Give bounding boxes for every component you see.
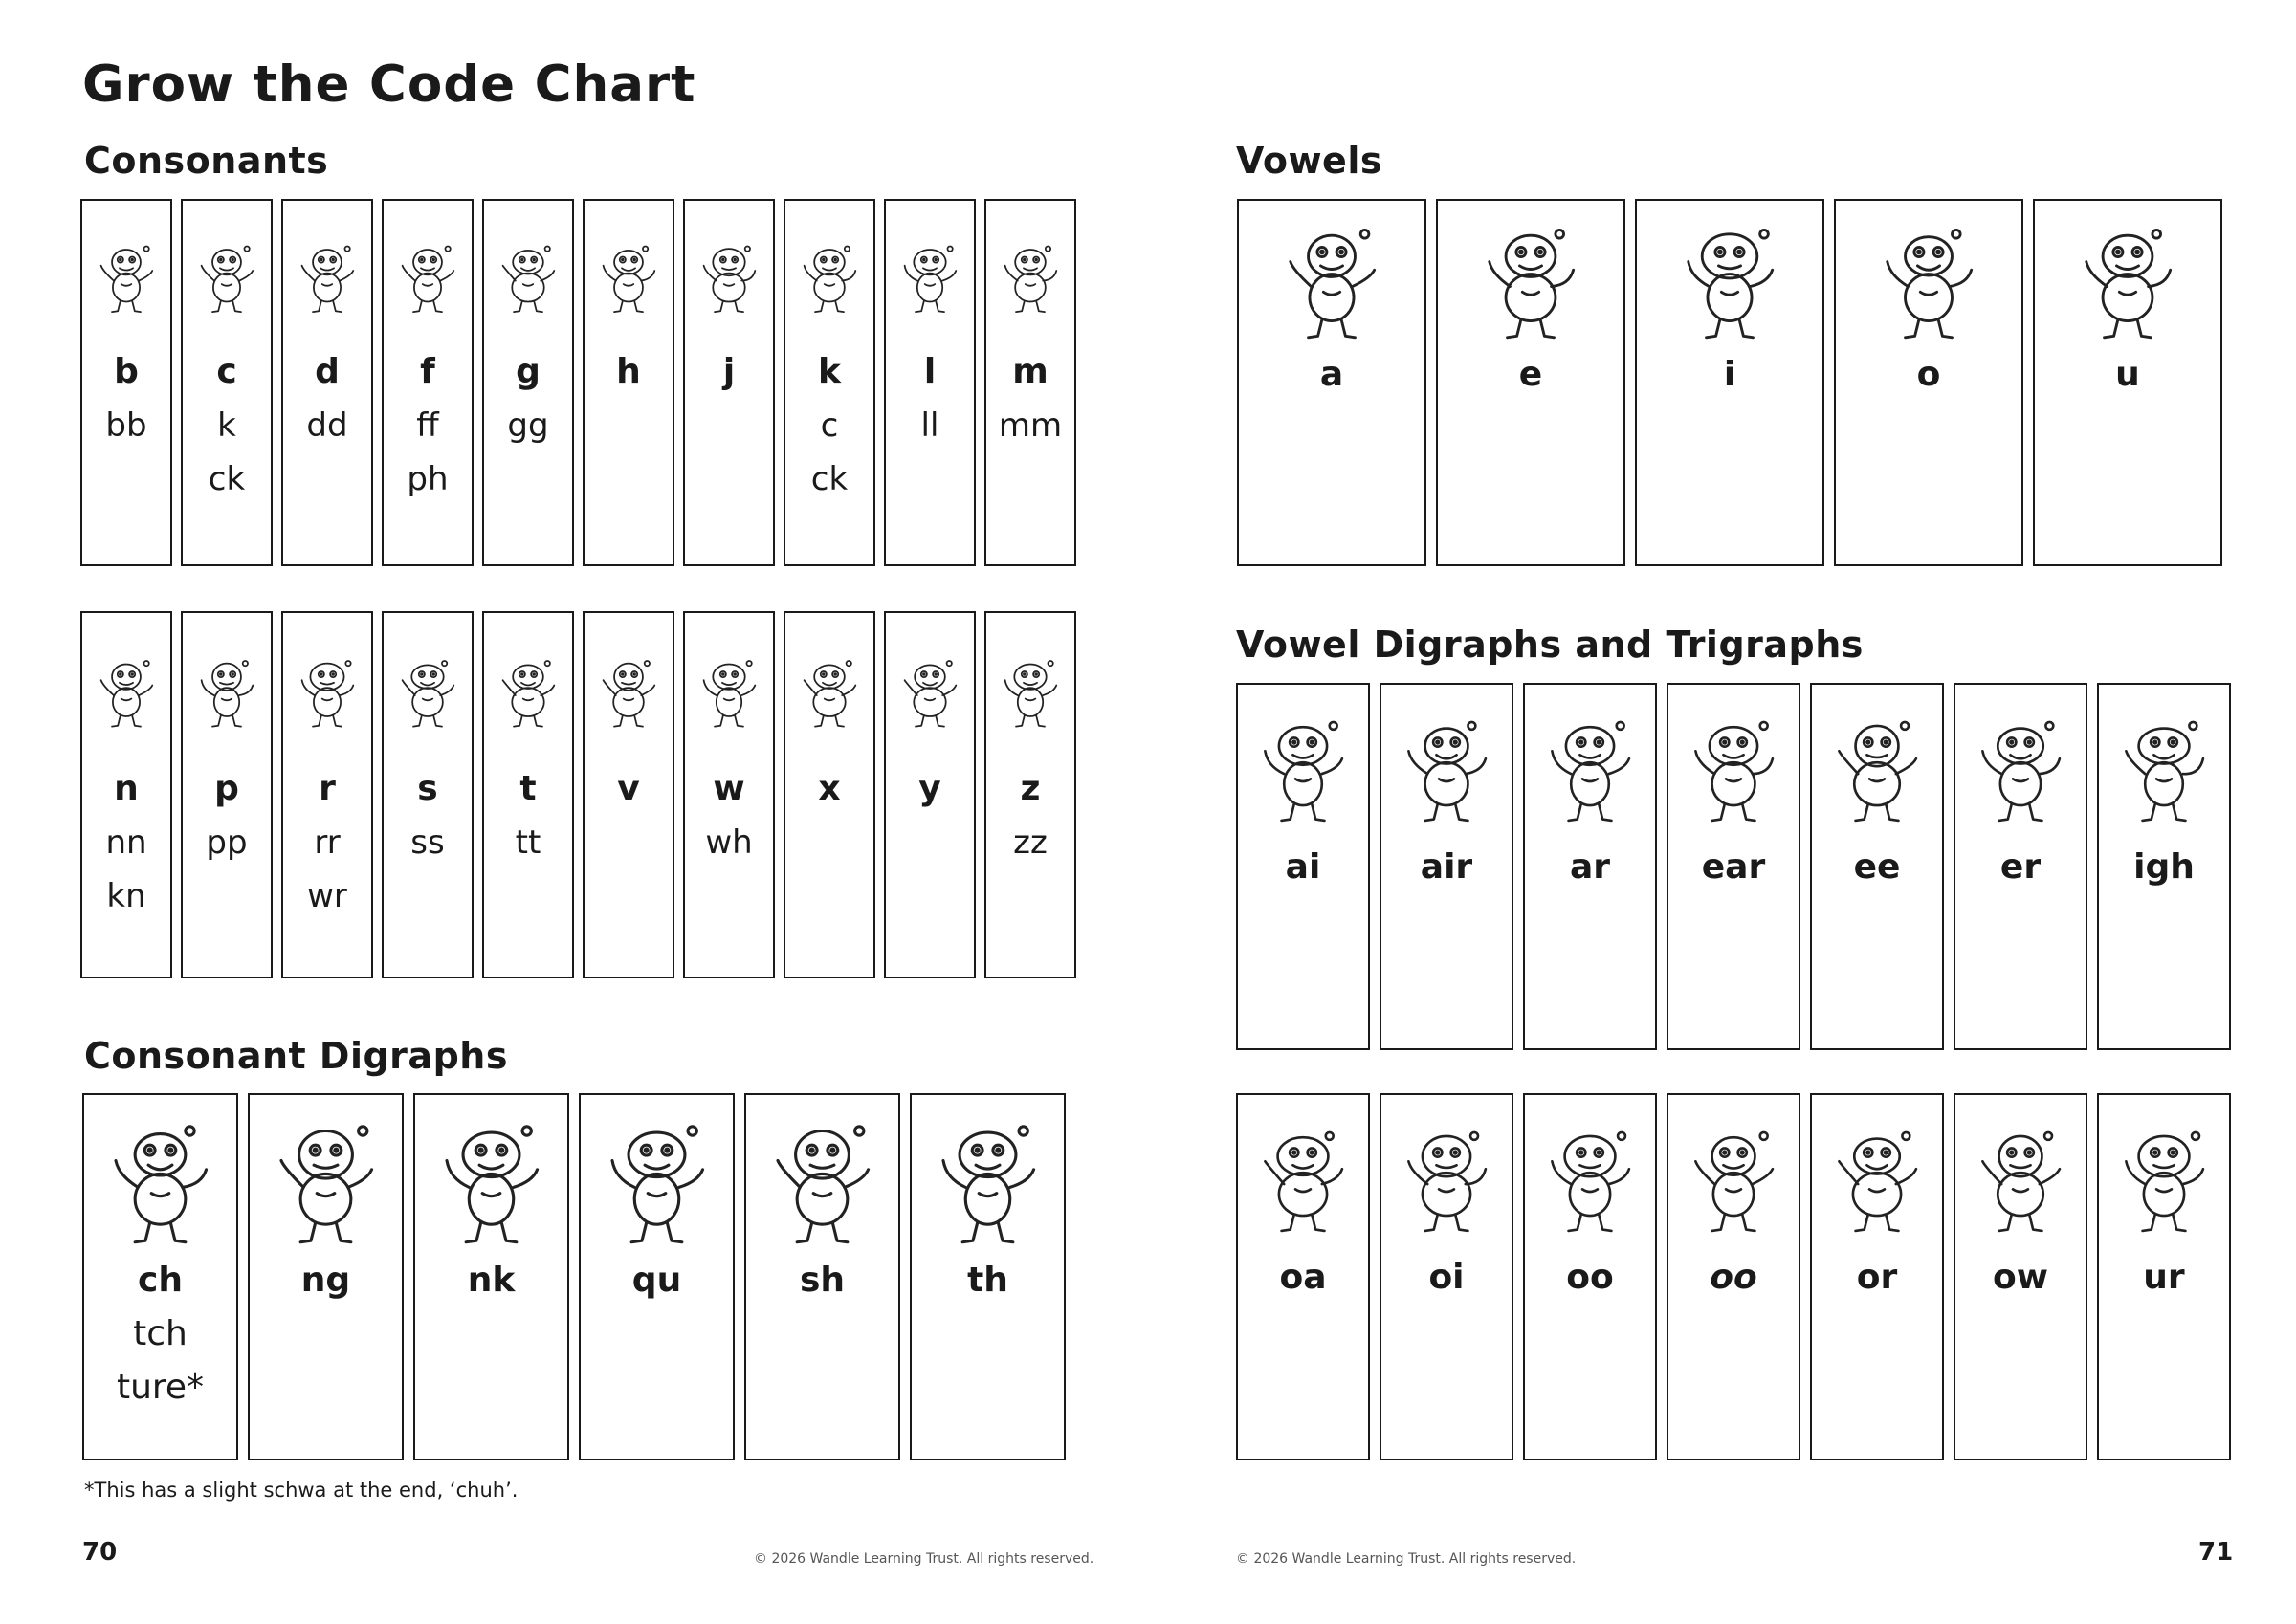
card-illustration xyxy=(2101,691,2227,841)
card-illustration xyxy=(252,1101,400,1254)
consonants-row-2 xyxy=(80,611,1076,978)
grapheme-main: th xyxy=(967,1261,1008,1300)
grapheme-card-k xyxy=(784,199,875,566)
section-heading-vowel-digraphs: Vowel Digraphs and Trigraphs xyxy=(1236,624,1864,666)
robot-oil-icon xyxy=(1383,1101,1510,1247)
grapheme-main: h xyxy=(616,352,641,391)
monkey-icon xyxy=(1527,1101,1653,1247)
grapheme-alternative: tt xyxy=(515,823,541,862)
card-illustration xyxy=(1440,207,1622,348)
orca-icon xyxy=(1814,1101,1940,1247)
character-b-icon xyxy=(84,207,168,341)
grapheme-alternative: pp xyxy=(206,823,248,862)
grapheme-alternative: ph xyxy=(407,460,449,498)
card-illustration xyxy=(386,207,470,345)
spilled-paint-icon xyxy=(386,619,470,758)
card-illustration xyxy=(1240,691,1366,841)
hamster-computer-icon xyxy=(1957,691,2084,837)
cheetah-icon xyxy=(86,1101,234,1250)
copyright-right: © 2026 Wandle Learning Trust. All rights reserved. xyxy=(1236,1551,1577,1567)
card-illustration xyxy=(1639,207,1821,348)
grapheme-card-oi xyxy=(1380,1093,1513,1460)
shark-icon xyxy=(1527,691,1653,837)
magician-icon xyxy=(988,207,1072,341)
grapheme-card-oo xyxy=(1667,1093,1800,1460)
vowels-row xyxy=(1237,199,2222,566)
grapheme-main: oi xyxy=(1428,1258,1465,1297)
consonant-digraphs-row xyxy=(82,1093,1066,1460)
grapheme-alternative: dd xyxy=(306,406,348,445)
card-illustration xyxy=(988,207,1072,345)
card-illustration xyxy=(1838,207,2020,348)
grapheme-main: w xyxy=(713,769,745,808)
card-illustration xyxy=(185,619,269,762)
grapheme-main: er xyxy=(1999,847,2042,887)
card-illustration xyxy=(1241,207,1423,348)
grapheme-main: b xyxy=(114,352,139,391)
grapheme-main: j xyxy=(722,352,736,391)
grapheme-alternative: zz xyxy=(1013,823,1048,862)
grapheme-card-f xyxy=(382,199,474,566)
rabbit-icon xyxy=(285,619,369,758)
card-illustration xyxy=(86,1101,234,1254)
jellyfish-icon xyxy=(687,207,771,341)
grapheme-main: u xyxy=(2115,355,2140,394)
card-illustration xyxy=(417,1101,565,1254)
grapheme-card-r xyxy=(281,611,373,978)
section-heading-consonants: Consonants xyxy=(84,140,329,182)
grapheme-card-y xyxy=(884,611,976,978)
grapheme-alternative: nn xyxy=(105,823,147,862)
llama-icon xyxy=(888,207,972,341)
grapheme-main: oo xyxy=(1566,1258,1614,1297)
card-illustration xyxy=(1957,691,2084,841)
grapheme-alternative: ck xyxy=(810,460,849,498)
character-f-icon xyxy=(386,207,470,341)
card-illustration xyxy=(1527,691,1653,841)
grapheme-main: s xyxy=(417,769,438,808)
grapheme-alternative: rr xyxy=(314,823,341,862)
grapheme-card-b xyxy=(80,199,172,566)
grapheme-card-nk xyxy=(413,1093,569,1460)
grapheme-card-oa xyxy=(1236,1093,1370,1460)
grapheme-main: a xyxy=(1319,355,1344,394)
grapheme-alternative: kn xyxy=(106,877,146,915)
grapheme-card-ng xyxy=(248,1093,404,1460)
hamster-icon xyxy=(586,207,671,341)
card-illustration xyxy=(1957,1101,2084,1251)
card-illustration xyxy=(687,619,771,762)
grapheme-card-ch xyxy=(82,1093,238,1460)
elephant-icon xyxy=(1440,207,1622,344)
kangaroo-icon xyxy=(787,207,872,341)
footnote: *This has a slight schwa at the end, ‘chuh’. xyxy=(84,1479,519,1502)
zebra-icon xyxy=(988,619,1072,758)
grapheme-card-th xyxy=(910,1093,1066,1460)
grapheme-main: ow xyxy=(1993,1258,2048,1297)
section-heading-vowels: Vowels xyxy=(1236,140,1382,182)
grapheme-main: e xyxy=(1518,355,1543,394)
grapheme-card-c xyxy=(181,199,273,566)
grapheme-card-ear xyxy=(1667,683,1800,1050)
grapheme-alternative: ture* xyxy=(116,1368,205,1407)
grapheme-main: t xyxy=(519,769,537,808)
grapheme-main: air xyxy=(1420,847,1473,887)
grapheme-main: qu xyxy=(631,1261,682,1300)
grapheme-card-s xyxy=(382,611,474,978)
card-illustration xyxy=(1527,1101,1653,1251)
grapheme-card-ai xyxy=(1236,683,1370,1050)
grapheme-card-ow xyxy=(1954,1093,2087,1460)
umbrella-icon xyxy=(2037,207,2219,344)
grapheme-card-i xyxy=(1635,199,1824,566)
earring-character-icon xyxy=(1670,691,1797,837)
card-illustration xyxy=(787,619,872,762)
card-illustration xyxy=(1814,1101,1940,1251)
grapheme-main: ee xyxy=(1853,847,1901,887)
grapheme-card-l xyxy=(884,199,976,566)
snail-icon xyxy=(1240,691,1366,837)
card-illustration xyxy=(914,1101,1062,1254)
card-illustration xyxy=(185,207,269,345)
turtle-icon xyxy=(2101,1101,2227,1247)
whale-icon xyxy=(687,619,771,758)
grapheme-main: oa xyxy=(1279,1258,1327,1297)
grapheme-card-g xyxy=(482,199,574,566)
grapheme-card-oo xyxy=(1523,1093,1657,1460)
grapheme-card-igh xyxy=(2097,683,2231,1050)
hood-jumper-icon xyxy=(1670,1101,1797,1247)
owl-icon xyxy=(1957,1101,2084,1247)
character-d-icon xyxy=(285,207,369,341)
grapheme-card-air xyxy=(1380,683,1513,1050)
taxi-icon xyxy=(787,619,872,758)
grapheme-card-n xyxy=(80,611,172,978)
grapheme-alternative: c xyxy=(820,406,839,445)
grapheme-card-p xyxy=(181,611,273,978)
grapheme-main: l xyxy=(923,352,937,391)
grapheme-main: m xyxy=(1012,352,1049,391)
iguana-icon xyxy=(1639,207,1821,344)
grapheme-card-h xyxy=(583,199,674,566)
grapheme-main: igh xyxy=(2133,847,2195,887)
yoyo-icon xyxy=(888,619,972,758)
knight-bed-icon xyxy=(2101,691,2227,837)
card-illustration xyxy=(285,619,369,762)
card-illustration xyxy=(84,619,168,762)
grapheme-main: sh xyxy=(799,1261,846,1300)
card-illustration xyxy=(285,207,369,345)
card-illustration xyxy=(486,207,570,345)
queen-icon xyxy=(583,1101,731,1250)
character-ng-icon xyxy=(252,1101,400,1250)
grapheme-card-m xyxy=(984,199,1076,566)
grapheme-card-a xyxy=(1237,199,1426,566)
bee-icon xyxy=(1814,691,1940,837)
van-icon xyxy=(586,619,671,758)
card-illustration xyxy=(1383,1101,1510,1251)
grapheme-card-v xyxy=(583,611,674,978)
card-illustration xyxy=(1240,1101,1366,1251)
grapheme-alternative: ff xyxy=(416,406,439,445)
grapheme-alternative: tch xyxy=(133,1314,188,1353)
grapheme-alternative: ss xyxy=(410,823,445,862)
grapheme-card-e xyxy=(1436,199,1625,566)
vowel-digraphs-row-1 xyxy=(1236,683,2231,1050)
grapheme-alternative: k xyxy=(217,406,236,445)
grapheme-card-d xyxy=(281,199,373,566)
grapheme-main: k xyxy=(818,352,841,391)
grapheme-card-ur xyxy=(2097,1093,2231,1460)
grapheme-main: p xyxy=(214,769,239,808)
character-sh-icon xyxy=(748,1101,896,1250)
grapheme-main: o xyxy=(1916,355,1941,394)
grapheme-main: ng xyxy=(300,1261,351,1300)
grapheme-main: nk xyxy=(467,1261,516,1300)
grapheme-card-or xyxy=(1810,1093,1944,1460)
grapheme-card-z xyxy=(984,611,1076,978)
grapheme-main: ur xyxy=(2143,1258,2185,1297)
card-illustration xyxy=(687,207,771,345)
grapheme-alternative: mm xyxy=(998,406,1063,445)
sloth-icon xyxy=(914,1101,1062,1250)
grapheme-main: z xyxy=(1020,769,1041,808)
grapheme-card-ar xyxy=(1523,683,1657,1050)
grapheme-main: x xyxy=(818,769,841,808)
grapheme-main: oo xyxy=(1710,1258,1757,1297)
grapheme-main: ai xyxy=(1285,847,1321,887)
goal-character-icon xyxy=(1240,1101,1366,1247)
card-illustration xyxy=(2101,1101,2227,1251)
grapheme-main: or xyxy=(1856,1258,1898,1297)
grapheme-card-o xyxy=(1834,199,2023,566)
card-illustration xyxy=(787,207,872,345)
card-illustration xyxy=(583,1101,731,1254)
grapheme-card-er xyxy=(1954,683,2087,1050)
card-illustration xyxy=(888,619,972,762)
grapheme-main: c xyxy=(216,352,237,391)
card-illustration xyxy=(988,619,1072,762)
card-illustration xyxy=(1670,691,1797,841)
card-illustration xyxy=(1814,691,1940,841)
card-illustration xyxy=(586,619,671,762)
goat-icon xyxy=(486,207,570,341)
card-illustration xyxy=(486,619,570,762)
grapheme-card-sh xyxy=(744,1093,900,1460)
taco-icon xyxy=(486,619,570,758)
card-illustration xyxy=(586,207,671,345)
card-illustration xyxy=(888,207,972,345)
grapheme-main: ear xyxy=(1701,847,1766,887)
page-number-right: 71 xyxy=(2198,1538,2234,1567)
grapheme-main: g xyxy=(516,352,541,391)
grapheme-alternative: bb xyxy=(105,406,147,445)
copyright-left: © 2026 Wandle Learning Trust. All rights reserved. xyxy=(754,1551,1094,1567)
grapheme-main: d xyxy=(315,352,340,391)
card-illustration xyxy=(2037,207,2219,348)
grapheme-alternative: wr xyxy=(307,877,347,915)
grapheme-card-qu xyxy=(579,1093,735,1460)
card-illustration xyxy=(386,619,470,762)
grapheme-main: ch xyxy=(138,1261,183,1300)
grapheme-alternative: wh xyxy=(705,823,753,862)
card-illustration xyxy=(748,1101,896,1254)
grapheme-alternative: ll xyxy=(920,406,939,445)
card-illustration xyxy=(1670,1101,1797,1251)
grapheme-main: y xyxy=(918,769,941,808)
grapheme-alternative: ck xyxy=(208,460,246,498)
angry-apple-icon xyxy=(1241,207,1423,344)
page-title: Grow the Code Chart xyxy=(82,55,696,114)
card-illustration xyxy=(84,207,168,345)
character-n-icon xyxy=(84,619,168,758)
grapheme-card-x xyxy=(784,611,875,978)
grapheme-card-t xyxy=(482,611,574,978)
grapheme-card-j xyxy=(683,199,775,566)
grapheme-main: n xyxy=(114,769,139,808)
skunk-icon xyxy=(417,1101,565,1250)
grapheme-main: v xyxy=(617,769,640,808)
octopus-icon xyxy=(1838,207,2020,344)
section-heading-consonant-digraphs: Consonant Digraphs xyxy=(84,1035,508,1077)
grapheme-alternative: gg xyxy=(507,406,549,445)
grapheme-main: r xyxy=(319,769,336,808)
grapheme-main: ar xyxy=(1569,847,1611,887)
grapheme-main: f xyxy=(420,352,435,391)
grapheme-card-w xyxy=(683,611,775,978)
vowel-digraphs-row-2 xyxy=(1236,1093,2231,1460)
fairies-icon xyxy=(1383,691,1510,837)
card-illustration xyxy=(1383,691,1510,841)
grapheme-main: i xyxy=(1723,355,1736,394)
party-character-icon xyxy=(185,619,269,758)
grapheme-card-ee xyxy=(1810,683,1944,1050)
character-c-icon xyxy=(185,207,269,341)
page-number-left: 70 xyxy=(82,1538,118,1567)
consonants-row-1 xyxy=(80,199,1076,566)
grapheme-card-u xyxy=(2033,199,2222,566)
